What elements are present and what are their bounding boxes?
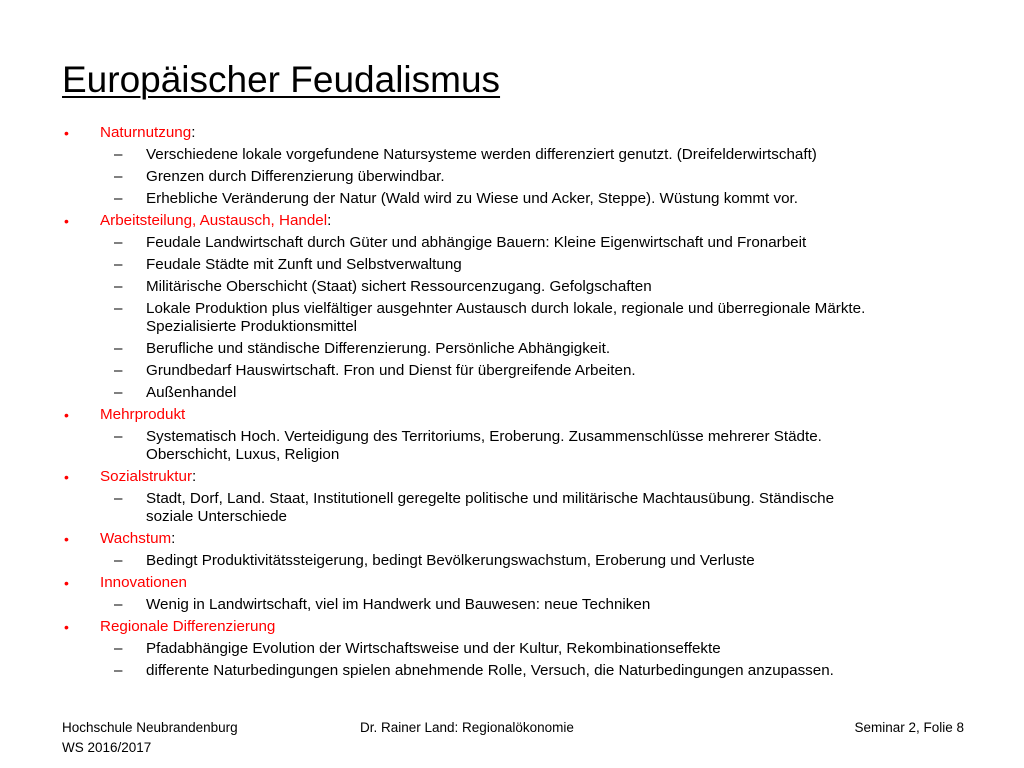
sub-bullet-marker: – — [114, 340, 123, 357]
sub-bullet-item — [62, 362, 972, 380]
sub-bullet-text: Grundbedarf Hauswirtschaft. Fron und Dienst für übergreifende Arbeiten. — [146, 362, 636, 379]
sub-bullet-item — [62, 146, 972, 164]
sub-bullet-text: Lokale Produktion plus vielfältiger ausgehnter Austausch durch lokale, regionale und überregionale Märkte. — [146, 300, 866, 317]
sub-bullet-text: Bedingt Produktivitätssteigerung, bedingt Bevölkerungswachstum, Eroberung und Verluste — [146, 552, 755, 569]
footer-author: Dr. Rainer Land: Regionalökonomie — [360, 720, 574, 735]
sub-bullet-text: Feudale Landwirtschaft durch Güter und abhängige Bauern: Kleine Eigenwirtschaft und Fronarbeit — [146, 234, 807, 251]
sub-bullet-item — [62, 234, 972, 252]
bullet-marker: • — [64, 531, 69, 547]
sub-bullet-item — [62, 490, 972, 526]
sub-bullet-marker: – — [114, 234, 123, 251]
sub-bullet-text: Oberschicht, Luxus, Religion — [146, 446, 340, 463]
sub-bullet-item — [62, 168, 972, 186]
slide-title: Europäischer Feudalismus — [62, 59, 501, 100]
bullet-item — [62, 618, 972, 636]
footer-slide-number: Seminar 2, Folie 8 — [854, 720, 964, 735]
sub-bullet-item — [62, 640, 972, 658]
sub-bullet-text: Stadt, Dorf, Land. Staat, Institutionell geregelte politische und militärische Machtausübung. Ständische — [146, 490, 835, 507]
sub-bullet-item — [62, 278, 972, 296]
sub-bullet-text: differente Naturbedingungen spielen abnehmende Rolle, Versuch, die Naturbedingungen anzupassen. — [146, 662, 834, 679]
bullet-item — [62, 124, 972, 142]
bullet-item — [62, 406, 972, 424]
footer-institution — [62, 718, 238, 758]
sub-bullet-item — [62, 552, 972, 570]
bullet-heading: Mehrprodukt — [100, 406, 186, 423]
bullet-marker: • — [64, 619, 69, 635]
sub-bullet-marker: – — [114, 662, 123, 679]
bullet-marker: • — [64, 575, 69, 591]
sub-bullet-text: Systematisch Hoch. Verteidigung des Territoriums, Eroberung. Zusammenschlüsse mehrerer Städte. — [146, 428, 822, 445]
bullet-heading: Regionale Differenzierung — [100, 618, 276, 635]
footer-institution-name: Hochschule Neubrandenburg — [62, 720, 238, 735]
sub-bullet-text: Wenig in Landwirtschaft, viel im Handwerk und Bauwesen: neue Techniken — [146, 596, 651, 613]
sub-bullet-marker: – — [114, 384, 123, 401]
bullet-heading-suffix: : — [191, 124, 196, 141]
sub-bullet-marker: – — [114, 300, 123, 317]
bullet-marker: • — [64, 469, 69, 485]
bullet-marker: • — [64, 125, 69, 141]
bullet-heading: Sozialstruktur — [100, 468, 193, 485]
sub-bullet-marker: – — [114, 640, 123, 657]
sub-bullet-item — [62, 662, 972, 680]
sub-bullet-marker: – — [114, 278, 123, 295]
slide-content — [62, 120, 972, 680]
bullet-heading-suffix: : — [327, 212, 332, 229]
sub-bullet-text: soziale Unterschiede — [146, 508, 287, 525]
footer-semester: WS 2016/2017 — [62, 740, 152, 755]
sub-bullet-text: Grenzen durch Differenzierung überwindbar. — [146, 168, 445, 185]
bullet-marker: • — [64, 213, 69, 229]
sub-bullet-marker: – — [114, 490, 123, 507]
sub-bullet-marker: – — [114, 362, 123, 379]
sub-bullet-item — [62, 340, 972, 358]
sub-bullet-item — [62, 428, 972, 464]
sub-bullet-marker: – — [114, 552, 123, 569]
sub-bullet-marker: – — [114, 190, 123, 207]
sub-bullet-item — [62, 596, 972, 614]
bullet-heading-suffix: : — [171, 530, 176, 547]
bullet-heading: Innovationen — [100, 574, 187, 591]
sub-bullet-item — [62, 384, 972, 402]
sub-bullet-marker: – — [114, 168, 123, 185]
bullet-item — [62, 468, 972, 486]
bullet-marker: • — [64, 407, 69, 423]
bullet-heading: Arbeitsteilung, Austausch, Handel — [100, 212, 328, 229]
bullet-item — [62, 574, 972, 592]
bullet-heading: Naturnutzung — [100, 124, 192, 141]
sub-bullet-item — [62, 190, 972, 208]
sub-bullet-item — [62, 300, 972, 336]
sub-bullet-text: Spezialisierte Produktionsmittel — [146, 318, 358, 335]
sub-bullet-text: Berufliche und ständische Differenzierung. Persönliche Abhängigkeit. — [146, 340, 611, 357]
sub-bullet-text: Militärische Oberschicht (Staat) sichert Ressourcenzugang. Gefolgschaften — [146, 278, 652, 295]
sub-bullet-text: Außenhandel — [146, 384, 237, 401]
bullet-heading: Wachstum — [100, 530, 172, 547]
sub-bullet-marker: – — [114, 428, 123, 445]
sub-bullet-marker: – — [114, 596, 123, 613]
sub-bullet-text: Erhebliche Veränderung der Natur (Wald wird zu Wiese und Acker, Steppe). Wüstung kommt vor. — [146, 190, 798, 207]
sub-bullet-text: Feudale Städte mit Zunft und Selbstverwaltung — [146, 256, 462, 273]
bullet-item — [62, 212, 972, 230]
sub-bullet-text: Verschiedene lokale vorgefundene Natursysteme werden differenziert genutzt. (Dreifelderwirtschaft) — [146, 146, 817, 163]
bullet-item — [62, 530, 972, 548]
sub-bullet-item — [62, 256, 972, 274]
bullet-heading-suffix: : — [192, 468, 197, 485]
sub-bullet-marker: – — [114, 256, 123, 273]
sub-bullet-marker: – — [114, 146, 123, 163]
sub-bullet-text: Pfadabhängige Evolution der Wirtschaftsweise und der Kultur, Rekombinationseffekte — [146, 640, 721, 657]
